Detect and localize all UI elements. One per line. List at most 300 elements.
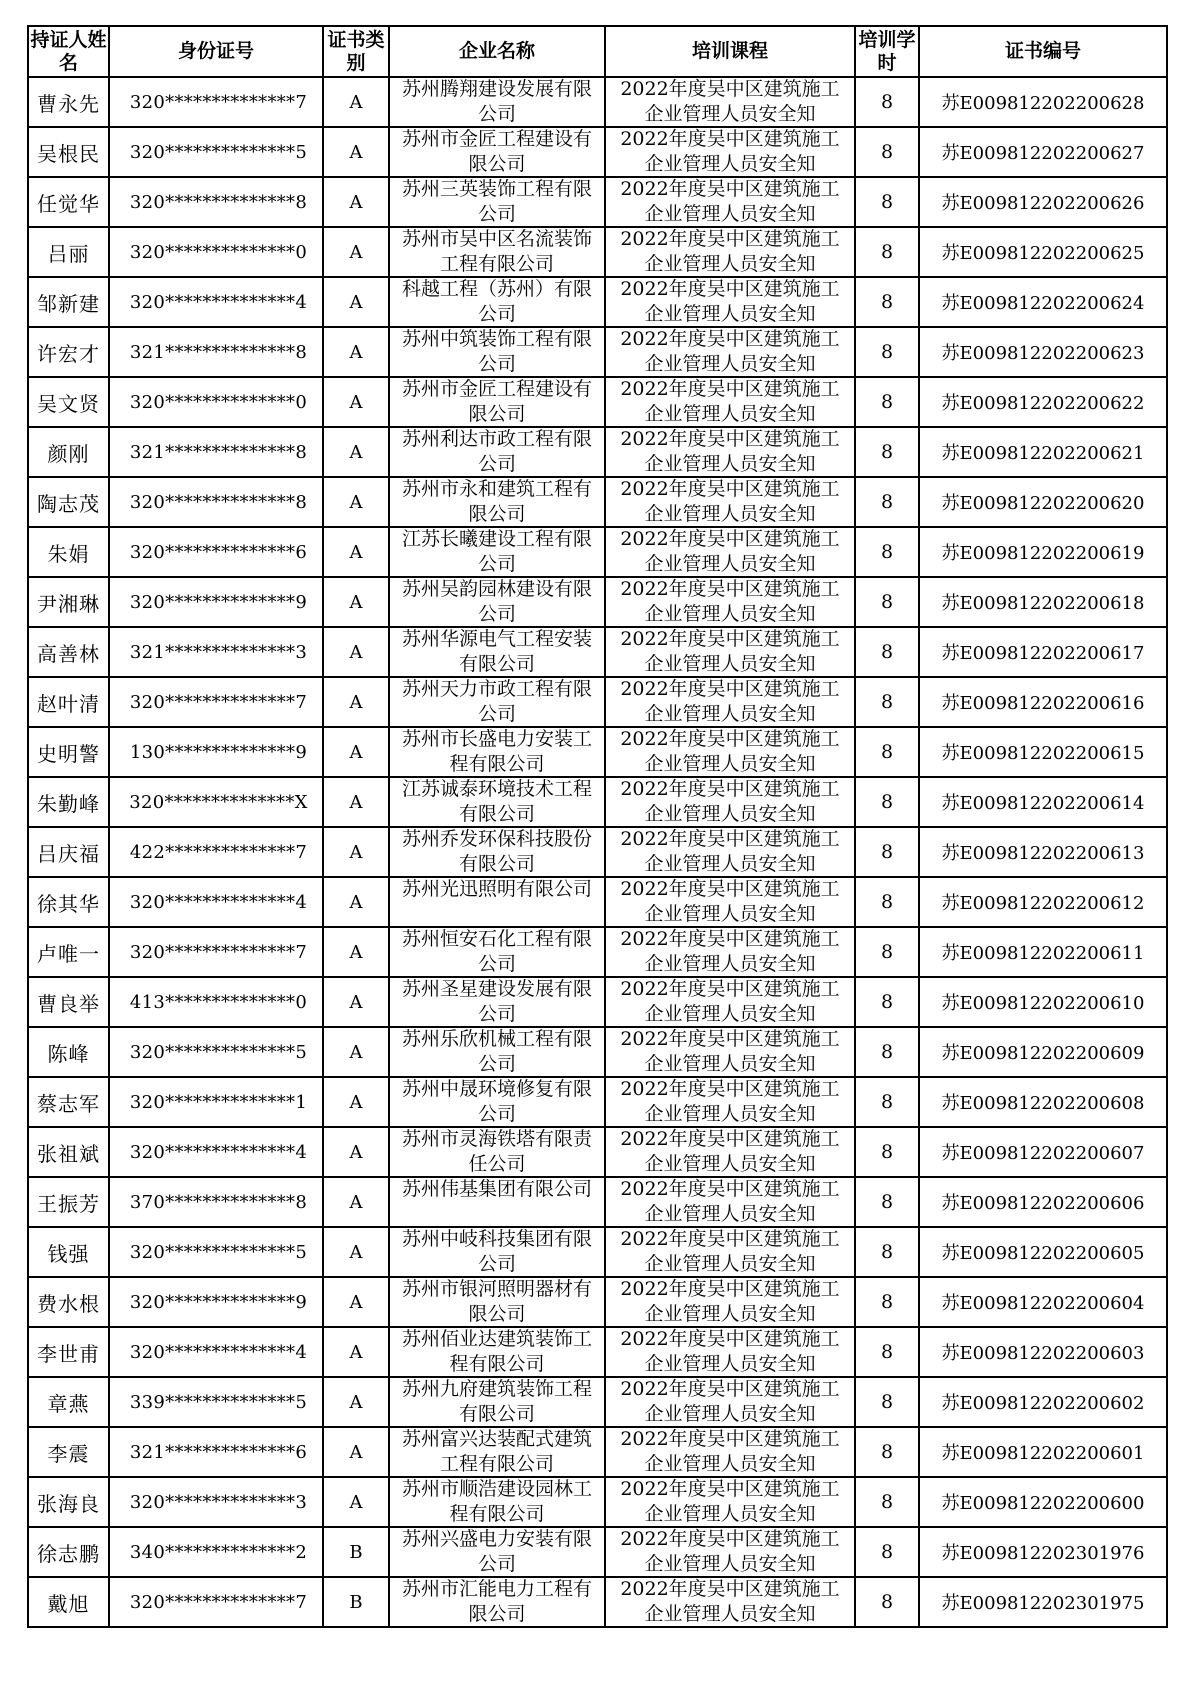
name-cell: 陶志茂 (28, 477, 109, 527)
company-cell-text: 苏州乔发环保科技股份有限公司 (401, 828, 592, 875)
table-row (28, 77, 1167, 127)
company-cell (389, 1327, 605, 1377)
hours-cell: 8 (855, 577, 919, 627)
course-cell (605, 427, 855, 477)
company-cell (389, 1527, 605, 1577)
cert-number-cell: 苏E009812202200617 (919, 627, 1167, 677)
company-cell (389, 477, 605, 527)
category-cell: B (323, 1527, 389, 1577)
table-row (28, 977, 1167, 1027)
name-cell: 蔡志军 (28, 1077, 109, 1127)
cert-number-cell: 苏E009812202200609 (919, 1027, 1167, 1077)
name-cell: 钱强 (28, 1227, 109, 1277)
category-cell: A (323, 927, 389, 977)
course-cell (605, 527, 855, 577)
name-cell: 陈峰 (28, 1027, 109, 1077)
cert-number-cell: 苏E009812202200628 (919, 77, 1167, 127)
table-row (28, 677, 1167, 727)
name-cell: 李震 (28, 1427, 109, 1477)
name-cell: 王振芳 (28, 1177, 109, 1227)
course-cell (605, 877, 855, 927)
hours-cell: 8 (855, 1327, 919, 1377)
table-row (28, 577, 1167, 627)
course-cell-text: 2022年度吴中区建筑施工企业管理人员安全知 (620, 1128, 840, 1175)
company-cell-text: 苏州市顺浩建设园林工程有限公司 (401, 1478, 592, 1525)
id-number-cell: 320**************8 (109, 477, 323, 527)
id-number-cell: 320**************5 (109, 1227, 323, 1277)
course-cell-text: 2022年度吴中区建筑施工企业管理人员安全知 (620, 828, 840, 875)
course-cell-text: 2022年度吴中区建筑施工企业管理人员安全知 (620, 778, 840, 825)
course-cell (605, 627, 855, 677)
name-cell: 颜刚 (28, 427, 109, 477)
table-row (28, 1327, 1167, 1377)
id-number-cell: 413**************0 (109, 977, 323, 1027)
name-cell: 高善林 (28, 627, 109, 677)
company-cell (389, 577, 605, 627)
id-number-cell: 321**************3 (109, 627, 323, 677)
cert-number-cell: 苏E009812202200606 (919, 1177, 1167, 1227)
cert-number-cell: 苏E009812202200602 (919, 1377, 1167, 1427)
company-cell-text: 苏州九府建筑装饰工程有限公司 (401, 1378, 592, 1425)
cert-number-cell: 苏E009812202200619 (919, 527, 1167, 577)
hours-cell: 8 (855, 1427, 919, 1477)
course-cell (605, 1327, 855, 1377)
company-cell (389, 177, 605, 227)
id-number-cell: 320**************0 (109, 227, 323, 277)
cert-number-cell: 苏E009812202200622 (919, 377, 1167, 427)
course-cell-text: 2022年度吴中区建筑施工企业管理人员安全知 (620, 528, 840, 575)
course-cell-text: 2022年度吴中区建筑施工企业管理人员安全知 (620, 928, 840, 975)
hours-cell: 8 (855, 527, 919, 577)
name-cell: 费水根 (28, 1277, 109, 1327)
id-number-cell: 320**************6 (109, 527, 323, 577)
table-row (28, 277, 1167, 327)
id-number-cell: 320**************5 (109, 1027, 323, 1077)
course-cell-text: 2022年度吴中区建筑施工企业管理人员安全知 (620, 628, 840, 675)
category-cell: A (323, 1177, 389, 1227)
company-cell-text: 苏州圣星建设发展有限公司 (401, 978, 592, 1025)
course-cell-text: 2022年度吴中区建筑施工企业管理人员安全知 (620, 578, 840, 625)
table-row (28, 177, 1167, 227)
category-cell: A (323, 777, 389, 827)
company-cell-text: 江苏长曦建设工程有限公司 (401, 528, 592, 575)
course-cell (605, 1177, 855, 1227)
company-cell-text: 科越工程（苏州）有限公司 (401, 278, 592, 325)
course-cell (605, 327, 855, 377)
cert-number-cell: 苏E009812202200614 (919, 777, 1167, 827)
id-number-cell: 320**************7 (109, 1577, 323, 1627)
company-cell-text: 苏州富兴达装配式建筑工程有限公司 (401, 1428, 592, 1475)
header-id: 身份证号 (109, 26, 323, 77)
table-row (28, 777, 1167, 827)
id-number-cell: 320**************X (109, 777, 323, 827)
company-cell-text: 苏州利达市政工程有限公司 (401, 428, 592, 475)
course-cell-text: 2022年度吴中区建筑施工企业管理人员安全知 (620, 478, 840, 525)
header-company: 企业名称 (389, 26, 605, 77)
company-cell (389, 127, 605, 177)
category-cell: B (323, 1577, 389, 1627)
course-cell-text: 2022年度吴中区建筑施工企业管理人员安全知 (620, 1328, 840, 1375)
course-cell-text: 2022年度吴中区建筑施工企业管理人员安全知 (620, 78, 840, 125)
hours-cell: 8 (855, 77, 919, 127)
category-cell: A (323, 1277, 389, 1327)
id-number-cell: 320**************7 (109, 77, 323, 127)
company-cell (389, 1227, 605, 1277)
company-cell (389, 1577, 605, 1627)
company-cell-text: 苏州中筑装饰工程有限公司 (401, 328, 592, 375)
course-cell-text: 2022年度吴中区建筑施工企业管理人员安全知 (620, 328, 840, 375)
company-cell (389, 77, 605, 127)
category-cell: A (323, 577, 389, 627)
company-cell (389, 377, 605, 427)
cert-number-cell: 苏E009812202200616 (919, 677, 1167, 727)
id-number-cell: 320**************4 (109, 1327, 323, 1377)
course-cell (605, 1077, 855, 1127)
hours-cell: 8 (855, 477, 919, 527)
course-cell-text: 2022年度吴中区建筑施工企业管理人员安全知 (620, 1278, 840, 1325)
cert-number-cell: 苏E009812202200613 (919, 827, 1167, 877)
cert-number-cell: 苏E009812202200611 (919, 927, 1167, 977)
company-cell-text: 苏州中岐科技集团有限公司 (401, 1228, 592, 1275)
company-cell (389, 277, 605, 327)
course-cell-text: 2022年度吴中区建筑施工企业管理人员安全知 (620, 678, 840, 725)
company-cell-text: 苏州恒安石化工程有限公司 (401, 928, 592, 975)
table-body (28, 77, 1167, 1627)
category-cell: A (323, 677, 389, 727)
table-row (28, 727, 1167, 777)
company-cell-text: 苏州兴盛电力安装有限公司 (401, 1528, 592, 1575)
course-cell (605, 1377, 855, 1427)
course-cell (605, 727, 855, 777)
name-cell: 曹永先 (28, 77, 109, 127)
id-number-cell: 340**************2 (109, 1527, 323, 1577)
category-cell: A (323, 1027, 389, 1077)
course-cell-text: 2022年度吴中区建筑施工企业管理人员安全知 (620, 428, 840, 475)
id-number-cell: 320**************8 (109, 177, 323, 227)
name-cell: 吕丽 (28, 227, 109, 277)
company-cell (389, 1427, 605, 1477)
table-row (28, 877, 1167, 927)
cert-number-cell: 苏E009812202200625 (919, 227, 1167, 277)
category-cell: A (323, 977, 389, 1027)
category-cell: A (323, 477, 389, 527)
table-row (28, 1277, 1167, 1327)
cert-number-cell: 苏E009812202200607 (919, 1127, 1167, 1177)
category-cell: A (323, 527, 389, 577)
company-cell (389, 1277, 605, 1327)
name-cell: 尹湘琳 (28, 577, 109, 627)
course-cell (605, 927, 855, 977)
course-cell-text: 2022年度吴中区建筑施工企业管理人员安全知 (620, 1228, 840, 1275)
course-cell-text: 2022年度吴中区建筑施工企业管理人员安全知 (620, 378, 840, 425)
hours-cell: 8 (855, 677, 919, 727)
course-cell (605, 1477, 855, 1527)
hours-cell: 8 (855, 727, 919, 777)
cert-number-cell: 苏E009812202200610 (919, 977, 1167, 1027)
course-cell (605, 1227, 855, 1277)
table-row (28, 1477, 1167, 1527)
table-row (28, 1377, 1167, 1427)
course-cell (605, 1127, 855, 1177)
certificate-table (27, 25, 1168, 1628)
course-cell (605, 377, 855, 427)
course-cell-text: 2022年度吴中区建筑施工企业管理人员安全知 (620, 228, 840, 275)
course-cell (605, 1027, 855, 1077)
name-cell: 卢唯一 (28, 927, 109, 977)
hours-cell: 8 (855, 277, 919, 327)
name-cell: 朱勤峰 (28, 777, 109, 827)
category-cell: A (323, 427, 389, 477)
hours-cell: 8 (855, 327, 919, 377)
name-cell: 任觉华 (28, 177, 109, 227)
company-cell-text: 江苏诚泰环境技术工程有限公司 (401, 778, 592, 825)
course-cell (605, 127, 855, 177)
cert-number-cell: 苏E009812202200605 (919, 1227, 1167, 1277)
id-number-cell: 339**************5 (109, 1377, 323, 1427)
name-cell: 戴旭 (28, 1577, 109, 1627)
id-number-cell: 320**************4 (109, 277, 323, 327)
hours-cell: 8 (855, 1177, 919, 1227)
table-row (28, 427, 1167, 477)
category-cell: A (323, 1327, 389, 1377)
company-cell (389, 527, 605, 577)
hours-cell: 8 (855, 1127, 919, 1177)
name-cell: 赵叶清 (28, 677, 109, 727)
course-cell (605, 227, 855, 277)
cert-number-cell: 苏E009812202200621 (919, 427, 1167, 477)
course-cell (605, 1577, 855, 1627)
hours-cell: 8 (855, 877, 919, 927)
header-course: 培训课程 (605, 26, 855, 77)
company-cell-text: 苏州市金匠工程建设有限公司 (401, 378, 592, 425)
category-cell: A (323, 1127, 389, 1177)
cert-number-cell: 苏E009812202200615 (919, 727, 1167, 777)
course-cell (605, 277, 855, 327)
company-cell-text: 苏州市灵海铁塔有限责任公司 (401, 1128, 592, 1175)
cert-number-cell: 苏E009812202200626 (919, 177, 1167, 227)
course-cell (605, 977, 855, 1027)
id-number-cell: 320**************9 (109, 577, 323, 627)
course-cell (605, 677, 855, 727)
company-cell-text: 苏州乐欣机械工程有限公司 (401, 1028, 592, 1075)
hours-cell: 8 (855, 1077, 919, 1127)
id-number-cell: 321**************6 (109, 1427, 323, 1477)
company-cell-text: 苏州光迅照明有限公司 (401, 878, 592, 900)
id-number-cell: 321**************8 (109, 427, 323, 477)
hours-cell: 8 (855, 177, 919, 227)
name-cell: 徐志鹏 (28, 1527, 109, 1577)
category-cell: A (323, 1427, 389, 1477)
cert-number-cell: 苏E009812202200627 (919, 127, 1167, 177)
id-number-cell: 320**************3 (109, 1477, 323, 1527)
course-cell-text: 2022年度吴中区建筑施工企业管理人员安全知 (620, 1378, 840, 1425)
id-number-cell: 422**************7 (109, 827, 323, 877)
course-cell-text: 2022年度吴中区建筑施工企业管理人员安全知 (620, 1528, 840, 1575)
cert-number-cell: 苏E009812202200608 (919, 1077, 1167, 1127)
company-cell (389, 1077, 605, 1127)
hours-cell: 8 (855, 127, 919, 177)
company-cell (389, 227, 605, 277)
category-cell: A (323, 1377, 389, 1427)
category-cell: A (323, 877, 389, 927)
course-cell-text: 2022年度吴中区建筑施工企业管理人员安全知 (620, 1428, 840, 1475)
course-cell (605, 577, 855, 627)
header-category: 证书类别 (323, 26, 389, 77)
course-cell-text: 2022年度吴中区建筑施工企业管理人员安全知 (620, 1028, 840, 1075)
table-row (28, 1127, 1167, 1177)
category-cell: A (323, 1077, 389, 1127)
hours-cell: 8 (855, 1227, 919, 1277)
company-cell (389, 927, 605, 977)
course-cell-text: 2022年度吴中区建筑施工企业管理人员安全知 (620, 728, 840, 775)
hours-cell: 8 (855, 1277, 919, 1327)
company-cell (389, 1127, 605, 1177)
table-row (28, 327, 1167, 377)
hours-cell: 8 (855, 1577, 919, 1627)
table-row (28, 927, 1167, 977)
id-number-cell: 320**************0 (109, 377, 323, 427)
category-cell: A (323, 1227, 389, 1277)
company-cell-text: 苏州中晟环境修复有限公司 (401, 1078, 592, 1125)
company-cell (389, 1477, 605, 1527)
id-number-cell: 320**************4 (109, 877, 323, 927)
hours-cell: 8 (855, 927, 919, 977)
cert-number-cell: 苏E009812202200620 (919, 477, 1167, 527)
category-cell: A (323, 377, 389, 427)
company-cell-text: 苏州市金匠工程建设有限公司 (401, 128, 592, 175)
name-cell: 吕庆福 (28, 827, 109, 877)
course-cell-text: 2022年度吴中区建筑施工企业管理人员安全知 (620, 878, 840, 925)
id-number-cell: 370**************8 (109, 1177, 323, 1227)
table-row (28, 1077, 1167, 1127)
hours-cell: 8 (855, 827, 919, 877)
category-cell: A (323, 177, 389, 227)
cert-number-cell: 苏E009812202200603 (919, 1327, 1167, 1377)
cert-number-cell: 苏E009812202200624 (919, 277, 1167, 327)
cert-number-cell: 苏E009812202200600 (919, 1477, 1167, 1527)
company-cell (389, 327, 605, 377)
course-cell (605, 827, 855, 877)
company-cell-text: 苏州天力市政工程有限公司 (401, 678, 592, 725)
course-cell (605, 1427, 855, 1477)
company-cell-text: 苏州市汇能电力工程有限公司 (401, 1578, 592, 1625)
hours-cell: 8 (855, 627, 919, 677)
course-cell (605, 77, 855, 127)
hours-cell: 8 (855, 977, 919, 1027)
category-cell: A (323, 627, 389, 677)
table-row (28, 227, 1167, 277)
hours-cell: 8 (855, 377, 919, 427)
course-cell (605, 1277, 855, 1327)
cert-number-cell: 苏E009812202200604 (919, 1277, 1167, 1327)
course-cell-text: 2022年度吴中区建筑施工企业管理人员安全知 (620, 978, 840, 1025)
company-cell (389, 627, 605, 677)
header-cert-no: 证书编号 (919, 26, 1167, 77)
category-cell: A (323, 727, 389, 777)
table-row (28, 1027, 1167, 1077)
name-cell: 章燕 (28, 1377, 109, 1427)
name-cell: 史明警 (28, 727, 109, 777)
name-cell: 曹良举 (28, 977, 109, 1027)
course-cell-text: 2022年度吴中区建筑施工企业管理人员安全知 (620, 1078, 840, 1125)
course-cell (605, 477, 855, 527)
course-cell-text: 2022年度吴中区建筑施工企业管理人员安全知 (620, 278, 840, 325)
cert-number-cell: 苏E009812202200618 (919, 577, 1167, 627)
course-cell-text: 2022年度吴中区建筑施工企业管理人员安全知 (620, 1178, 840, 1225)
company-cell (389, 727, 605, 777)
company-cell (389, 777, 605, 827)
name-cell: 徐其华 (28, 877, 109, 927)
header-name: 持证人姓名 (28, 26, 109, 77)
hours-cell: 8 (855, 227, 919, 277)
name-cell: 李世甫 (28, 1327, 109, 1377)
table-row (28, 627, 1167, 677)
table-row (28, 1427, 1167, 1477)
cert-number-cell: 苏E009812202301975 (919, 1577, 1167, 1627)
course-cell-text: 2022年度吴中区建筑施工企业管理人员安全知 (620, 128, 840, 175)
course-cell-text: 2022年度吴中区建筑施工企业管理人员安全知 (620, 178, 840, 225)
name-cell: 邹新建 (28, 277, 109, 327)
category-cell: A (323, 1477, 389, 1527)
table-row (28, 377, 1167, 427)
company-cell (389, 1027, 605, 1077)
hours-cell: 8 (855, 1527, 919, 1577)
course-cell-text: 2022年度吴中区建筑施工企业管理人员安全知 (620, 1578, 840, 1625)
cert-number-cell: 苏E009812202301976 (919, 1527, 1167, 1577)
id-number-cell: 321**************8 (109, 327, 323, 377)
course-cell (605, 777, 855, 827)
table-row (28, 127, 1167, 177)
id-number-cell: 320**************5 (109, 127, 323, 177)
course-cell (605, 177, 855, 227)
hours-cell: 8 (855, 1377, 919, 1427)
table-row (28, 1227, 1167, 1277)
name-cell: 许宏才 (28, 327, 109, 377)
category-cell: A (323, 827, 389, 877)
table-row (28, 1527, 1167, 1577)
id-number-cell: 320**************7 (109, 677, 323, 727)
hours-cell: 8 (855, 1477, 919, 1527)
id-number-cell: 320**************9 (109, 1277, 323, 1327)
company-cell (389, 1377, 605, 1427)
company-cell (389, 1177, 605, 1227)
company-cell-text: 苏州佰业达建筑装饰工程有限公司 (401, 1328, 592, 1375)
cert-number-cell: 苏E009812202200623 (919, 327, 1167, 377)
cert-number-cell: 苏E009812202200601 (919, 1427, 1167, 1477)
table-row (28, 1177, 1167, 1227)
company-cell-text: 苏州腾翔建设发展有限公司 (401, 78, 592, 125)
table-row (28, 827, 1167, 877)
company-cell-text: 苏州市永和建筑工程有限公司 (401, 478, 592, 525)
company-cell-text: 苏州三英装饰工程有限公司 (401, 178, 592, 225)
hours-cell: 8 (855, 1027, 919, 1077)
category-cell: A (323, 227, 389, 277)
company-cell (389, 427, 605, 477)
company-cell (389, 677, 605, 727)
company-cell-text: 苏州市吴中区名流装饰工程有限公司 (401, 228, 592, 275)
company-cell (389, 827, 605, 877)
category-cell: A (323, 127, 389, 177)
category-cell: A (323, 77, 389, 127)
id-number-cell: 320**************7 (109, 927, 323, 977)
name-cell: 张祖斌 (28, 1127, 109, 1177)
id-number-cell: 320**************4 (109, 1127, 323, 1177)
table-row (28, 1577, 1167, 1627)
company-cell-text: 苏州伟基集团有限公司 (401, 1178, 592, 1200)
company-cell (389, 977, 605, 1027)
category-cell: A (323, 277, 389, 327)
course-cell (605, 1527, 855, 1577)
